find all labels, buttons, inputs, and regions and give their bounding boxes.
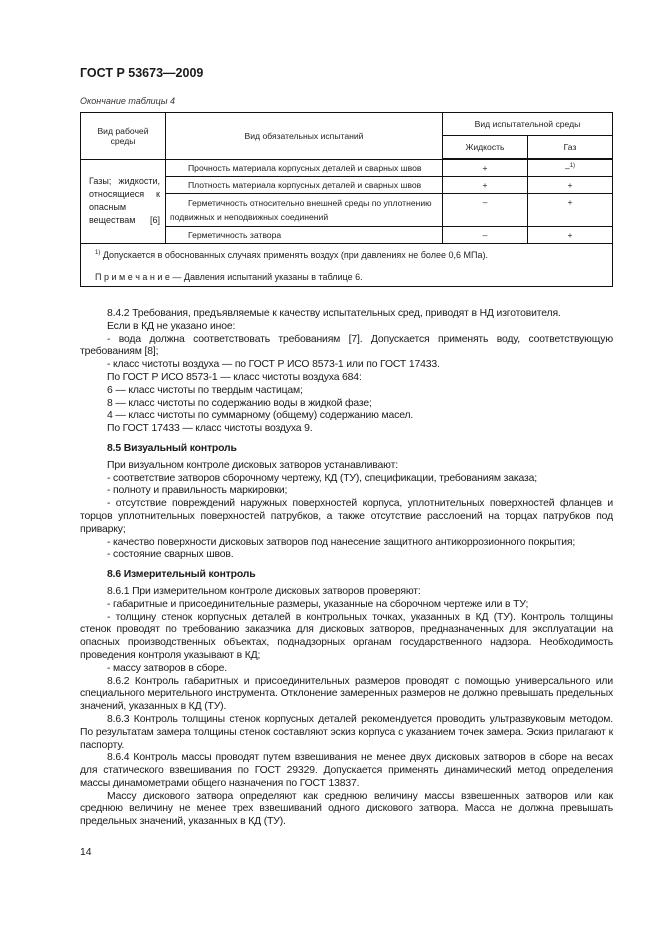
note-label: П р и м е ч а н и е [95, 272, 170, 282]
table-caption: Окончание таблицы 4 [80, 96, 175, 106]
footnote-mark: 1) [95, 250, 101, 256]
paragraph: При визуальном контроле дисковых затворов устанавливают: [107, 459, 398, 471]
table-footer [81, 244, 613, 287]
paragraph: 8.4.2 Требования, предъявляемые к качеству испытательных сред, приводят в НД изготовителя. [107, 308, 561, 319]
paragraph: - состояние сварных швов. [107, 549, 234, 561]
paragraph: - соответствие затворов сборочному чертежу, КД (ТУ), спецификации, требованиям заказа; [107, 472, 537, 484]
section-heading-8-6: 8.6 Измерительный контроль [107, 569, 256, 581]
medium-cell: Газы; жидкости, относящиеся к опасным веществам [6] [81, 159, 166, 244]
paragraph: Если в КД не указано иное: [107, 320, 236, 332]
paragraph: - полноту и правильность маркировки; [107, 485, 288, 497]
col-header-test-env: Вид испытательной среды [443, 113, 613, 136]
paragraph: - класс чистоты воздуха — по ГОСТ Р ИСО 8573-1 или по ГОСТ 17433. [107, 359, 440, 371]
paragraph: По ГОСТ 17433 — класс чистоты воздуха 9. [107, 423, 313, 435]
footnote-text: Допускается в обоснованных случаях применять воздух (при давлениях не более 0,6 МПа). [102, 250, 488, 260]
paragraph: - габаритные и присоединительные размеры, указанные на сборочном чертеже или в ТУ; [107, 598, 529, 610]
liquid-cell: – [443, 194, 528, 227]
gas-cell: + [528, 177, 613, 194]
note-text: — Давления испытаний указаны в таблице 6. [169, 272, 363, 282]
col-header-gas: Газ [528, 136, 613, 160]
test-cell: Герметичность затвора [166, 227, 443, 244]
footnote-ref: 1) [569, 163, 576, 170]
paragraph: 4 — класс чистоты по суммарному (общему) содержанию масел. [107, 410, 414, 422]
page-number: 14 [80, 847, 92, 858]
liquid-cell: + [443, 159, 528, 177]
gas-value: – [564, 163, 570, 173]
paragraph: - вода должна соответствовать требованиям [7]. Допускается применять воду, соответствующую требованиям [8]; [80, 333, 613, 358]
paragraph: 8.6.4 Контроль массы проводят путем взвешивания не менее двух дисковых затворов в сборе на весах для статического взвешивания по ГОСТ 29329. Допускается применять динамический метод определения массы динамометрами общего назначения по ГОСТ 13837. [80, 752, 613, 789]
test-cell: Прочность материала корпусных деталей и сварных швов [166, 159, 443, 177]
paragraph: - толщину стенок корпусных деталей в контрольных точках, указанных в КД (ТУ). Контроль толщины стенок проводят по требованию заказчика для дисковых затворов, предназначенных для эксплуатации на опасных производственных объектах, поднадзорных органам государственного надзора. Необходимость проведения контроля указывают в КД; [80, 611, 613, 661]
table-row [81, 159, 613, 177]
paragraph: - качество поверхности дисковых затворов под нанесение защитного антикоррозионного покрытия; [107, 536, 576, 548]
paragraph: Массу дискового затвора определяют как среднюю величину массы взвешенных затворов или как среднюю величину не менее трех взвешиваний одного дискового затвора. Масса не должна превышать предельных значений, указанных в КД (ТУ). [80, 790, 613, 828]
paragraph: - отсутствие повреждений наружных поверхностей корпуса, уплотнительных поверхностей фланцев и торцов уплотнительных поверхностей патрубков, а также отсутствие расслоений на торцах патрубков под приварку; [80, 498, 613, 535]
paragraph: - массу затворов в сборе. [107, 662, 227, 674]
section-heading-8-5: 8.5 Визуальный контроль [107, 442, 237, 454]
col-header-liquid: Жидкость [443, 136, 528, 160]
paragraph: 8.6.2 Контроль габаритных и присоединительных размеров проводят с помощью универсального или специального мерительного инструмента. Отклонение замеренных размеров не должно превышать предельных значений, указанных в КД (ТУ). [80, 675, 613, 713]
col-header-tests: Вид обязательных испытаний [166, 113, 443, 160]
gas-cell [528, 159, 613, 177]
gas-cell: + [528, 227, 613, 244]
document-header: ГОСТ Р 53673—2009 [80, 66, 204, 80]
liquid-cell: + [443, 177, 528, 194]
liquid-cell: – [443, 227, 528, 244]
gas-cell: + [528, 194, 613, 227]
paragraph: По ГОСТ Р ИСО 8573-1 — класс чистоты воздуха 684: [107, 371, 362, 383]
test-cell: Герметичность относительно внешней среды по уплотнению подвижных и неподвижных соединений [166, 194, 443, 227]
test-cell: Плотность материала корпусных деталей и сварных швов [166, 177, 443, 194]
paragraph: 6 — класс чистоты по твердым частицам; [107, 384, 303, 396]
test-table [80, 112, 613, 287]
paragraph: 8.6.1 При измерительном контроле дисковых затворов проверяют: [107, 585, 421, 597]
paragraph: 8.6.3 Контроль толщины стенок корпусных деталей рекомендуется проводить ультразвуковым методом. По результатам замера толщины стенок составляют эскиз корпуса с указанием точек замера. Эскиз прилагают к паспорту. [80, 713, 613, 751]
col-header-medium: Вид рабочей среды [81, 113, 166, 160]
paragraph: 8 — класс чистоты по содержанию воды в жидкой фазе; [107, 397, 372, 409]
body-text [80, 308, 613, 829]
